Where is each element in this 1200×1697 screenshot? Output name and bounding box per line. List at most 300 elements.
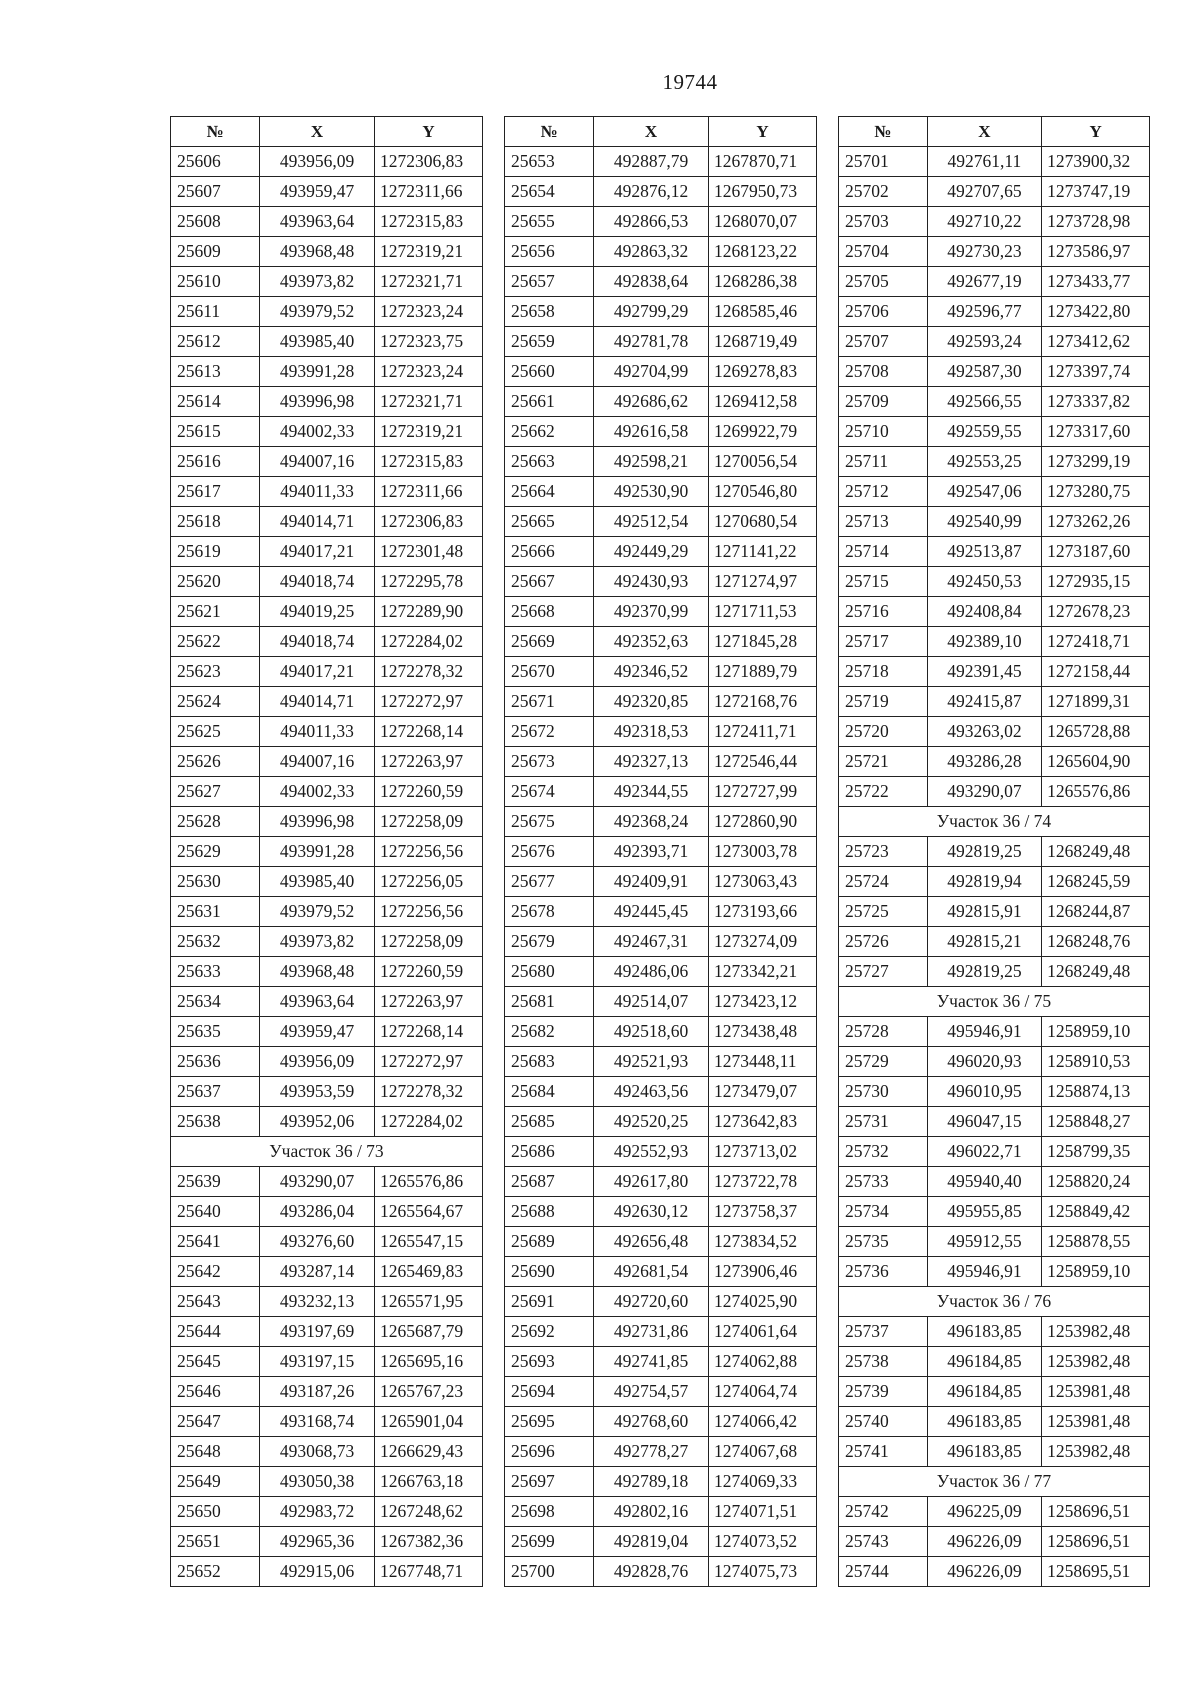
y-coordinate-cell: 1272272,97 [375, 1047, 483, 1077]
y-coordinate-cell: 1272256,56 [375, 897, 483, 927]
x-coordinate-cell: 493956,09 [260, 147, 375, 177]
header-number: № [839, 117, 928, 147]
y-coordinate-cell: 1273758,37 [709, 1197, 817, 1227]
table-row [839, 267, 1150, 297]
x-coordinate-cell: 493973,82 [260, 927, 375, 957]
table-row [171, 657, 483, 687]
point-number-cell: 25656 [505, 237, 594, 267]
x-coordinate-cell: 493232,13 [260, 1287, 375, 1317]
y-coordinate-cell: 1273900,32 [1042, 147, 1150, 177]
x-coordinate-cell: 496226,09 [927, 1527, 1042, 1557]
y-coordinate-cell: 1270680,54 [709, 507, 817, 537]
table-row [505, 1317, 817, 1347]
x-coordinate-cell: 492983,72 [260, 1497, 375, 1527]
point-number-cell: 25654 [505, 177, 594, 207]
y-coordinate-cell: 1265901,04 [375, 1407, 483, 1437]
y-coordinate-cell: 1268070,07 [709, 207, 817, 237]
x-coordinate-cell: 494018,74 [260, 627, 375, 657]
point-number-cell: 25703 [839, 207, 928, 237]
point-number-cell: 25661 [505, 387, 594, 417]
y-coordinate-cell: 1273262,26 [1042, 507, 1150, 537]
y-coordinate-cell: 1272258,09 [375, 927, 483, 957]
y-coordinate-cell: 1253982,48 [1042, 1347, 1150, 1377]
table-row [839, 1437, 1150, 1467]
table-row [171, 237, 483, 267]
y-coordinate-cell: 1273187,60 [1042, 537, 1150, 567]
point-number-cell: 25671 [505, 687, 594, 717]
table-row [171, 837, 483, 867]
x-coordinate-cell: 493973,82 [260, 267, 375, 297]
header-y: Y [709, 117, 817, 147]
y-coordinate-cell: 1272315,83 [375, 447, 483, 477]
point-number-cell: 25698 [505, 1497, 594, 1527]
x-coordinate-cell: 493985,40 [260, 327, 375, 357]
table-row [839, 1497, 1150, 1527]
section-title: Участок 36 / 77 [839, 1467, 1150, 1497]
table-row [171, 927, 483, 957]
header-y: Y [375, 117, 483, 147]
table-row [505, 1077, 817, 1107]
table-row [505, 1467, 817, 1497]
x-coordinate-cell: 495955,85 [927, 1197, 1042, 1227]
point-number-cell: 25700 [505, 1557, 594, 1587]
y-coordinate-cell: 1267870,71 [709, 147, 817, 177]
table-row [171, 1377, 483, 1407]
point-number-cell: 25744 [839, 1557, 928, 1587]
point-number-cell: 25637 [171, 1077, 260, 1107]
x-coordinate-cell: 493287,14 [260, 1257, 375, 1287]
table-row [171, 1557, 483, 1587]
x-coordinate-cell: 493959,47 [260, 177, 375, 207]
x-coordinate-cell: 492730,23 [927, 237, 1042, 267]
table-row [839, 597, 1150, 627]
point-number-cell: 25635 [171, 1017, 260, 1047]
table-row [505, 1497, 817, 1527]
x-coordinate-cell: 495946,91 [927, 1017, 1042, 1047]
y-coordinate-cell: 1272727,99 [709, 777, 817, 807]
y-coordinate-cell: 1272284,02 [375, 1107, 483, 1137]
table-row [505, 717, 817, 747]
y-coordinate-cell: 1273433,77 [1042, 267, 1150, 297]
point-number-cell: 25611 [171, 297, 260, 327]
x-coordinate-cell: 492368,24 [594, 807, 709, 837]
y-coordinate-cell: 1272278,32 [375, 657, 483, 687]
y-coordinate-cell: 1272256,56 [375, 837, 483, 867]
y-coordinate-cell: 1274071,51 [709, 1497, 817, 1527]
table-row [839, 657, 1150, 687]
table-row [505, 1527, 817, 1557]
x-coordinate-cell: 492965,36 [260, 1527, 375, 1557]
table-row [171, 1017, 483, 1047]
x-coordinate-cell: 492318,53 [594, 717, 709, 747]
table-row [171, 897, 483, 927]
point-number-cell: 25710 [839, 417, 928, 447]
table-row [171, 297, 483, 327]
point-number-cell: 25636 [171, 1047, 260, 1077]
y-coordinate-cell: 1272260,59 [375, 777, 483, 807]
point-number-cell: 25667 [505, 567, 594, 597]
table-row [505, 147, 817, 177]
y-coordinate-cell: 1272315,83 [375, 207, 483, 237]
table-row [839, 417, 1150, 447]
y-coordinate-cell: 1271899,31 [1042, 687, 1150, 717]
y-coordinate-cell: 1274064,74 [709, 1377, 817, 1407]
y-coordinate-cell: 1268248,76 [1042, 927, 1150, 957]
table-row [839, 927, 1150, 957]
y-coordinate-cell: 1274069,33 [709, 1467, 817, 1497]
y-coordinate-cell: 1268123,22 [709, 237, 817, 267]
table-row [171, 1497, 483, 1527]
point-number-cell: 25660 [505, 357, 594, 387]
x-coordinate-cell: 492408,84 [927, 597, 1042, 627]
x-coordinate-cell: 496226,09 [927, 1557, 1042, 1587]
x-coordinate-cell: 494014,71 [260, 507, 375, 537]
point-number-cell: 25638 [171, 1107, 260, 1137]
point-number-cell: 25649 [171, 1467, 260, 1497]
point-number-cell: 25693 [505, 1347, 594, 1377]
page-number: 19744 [662, 70, 718, 94]
table-row [505, 1167, 817, 1197]
table-row [839, 777, 1150, 807]
point-number-cell: 25702 [839, 177, 928, 207]
point-number-cell: 25723 [839, 837, 928, 867]
table-row [505, 1437, 817, 1467]
table-row [505, 1017, 817, 1047]
point-number-cell: 25705 [839, 267, 928, 297]
y-coordinate-cell: 1269278,83 [709, 357, 817, 387]
x-coordinate-cell: 492617,80 [594, 1167, 709, 1197]
point-number-cell: 25689 [505, 1227, 594, 1257]
x-coordinate-cell: 492430,93 [594, 567, 709, 597]
y-coordinate-cell: 1272268,14 [375, 717, 483, 747]
table-row [839, 387, 1150, 417]
y-coordinate-cell: 1272158,44 [1042, 657, 1150, 687]
point-number-cell: 25627 [171, 777, 260, 807]
x-coordinate-cell: 493276,60 [260, 1227, 375, 1257]
y-coordinate-cell: 1272411,71 [709, 717, 817, 747]
point-number-cell: 25675 [505, 807, 594, 837]
point-number-cell: 25659 [505, 327, 594, 357]
point-number-cell: 25743 [839, 1527, 928, 1557]
x-coordinate-cell: 492710,22 [927, 207, 1042, 237]
y-coordinate-cell: 1272306,83 [375, 507, 483, 537]
x-coordinate-cell: 492731,86 [594, 1317, 709, 1347]
y-coordinate-cell: 1272678,23 [1042, 597, 1150, 627]
table-row [505, 1377, 817, 1407]
table-row [839, 1227, 1150, 1257]
table-row [505, 537, 817, 567]
table-row [839, 477, 1150, 507]
x-coordinate-cell: 492781,78 [594, 327, 709, 357]
point-number-cell: 25606 [171, 147, 260, 177]
x-coordinate-cell: 492593,24 [927, 327, 1042, 357]
table-row [171, 477, 483, 507]
point-number-cell: 25640 [171, 1197, 260, 1227]
table-row [171, 1197, 483, 1227]
x-coordinate-cell: 492819,25 [927, 837, 1042, 867]
table-row [171, 1047, 483, 1077]
y-coordinate-cell: 1273747,19 [1042, 177, 1150, 207]
x-coordinate-cell: 492681,54 [594, 1257, 709, 1287]
point-number-cell: 25672 [505, 717, 594, 747]
table-row [839, 1317, 1150, 1347]
point-number-cell: 25679 [505, 927, 594, 957]
table-row [839, 867, 1150, 897]
table-row [839, 297, 1150, 327]
table-row [171, 987, 483, 1017]
point-number-cell: 25645 [171, 1347, 260, 1377]
point-number-cell: 25655 [505, 207, 594, 237]
point-number-cell: 25609 [171, 237, 260, 267]
x-coordinate-cell: 492463,56 [594, 1077, 709, 1107]
table-row [171, 387, 483, 417]
section-title: Участок 36 / 75 [839, 987, 1150, 1017]
table-row [171, 1467, 483, 1497]
x-coordinate-cell: 492741,85 [594, 1347, 709, 1377]
table-row [505, 837, 817, 867]
table-row [505, 807, 817, 837]
y-coordinate-cell: 1258959,10 [1042, 1257, 1150, 1287]
table-row [171, 537, 483, 567]
table-row [171, 1407, 483, 1437]
table-row [505, 357, 817, 387]
x-coordinate-cell: 493197,15 [260, 1347, 375, 1377]
y-coordinate-cell: 1272263,97 [375, 747, 483, 777]
point-number-cell: 25737 [839, 1317, 928, 1347]
table-row [505, 1137, 817, 1167]
x-coordinate-cell: 492587,30 [927, 357, 1042, 387]
y-coordinate-cell: 1253981,48 [1042, 1407, 1150, 1437]
table-header-row [505, 117, 817, 147]
point-number-cell: 25719 [839, 687, 928, 717]
point-number-cell: 25729 [839, 1047, 928, 1077]
x-coordinate-cell: 495946,91 [927, 1257, 1042, 1287]
table-row [171, 1347, 483, 1377]
x-coordinate-cell: 492819,04 [594, 1527, 709, 1557]
y-coordinate-cell: 1268719,49 [709, 327, 817, 357]
table-row [171, 807, 483, 837]
y-coordinate-cell: 1265576,86 [1042, 777, 1150, 807]
point-number-cell: 25623 [171, 657, 260, 687]
x-coordinate-cell: 492566,55 [927, 387, 1042, 417]
y-coordinate-cell: 1265576,86 [375, 1167, 483, 1197]
point-number-cell: 25646 [171, 1377, 260, 1407]
table-row [171, 1527, 483, 1557]
y-coordinate-cell: 1267248,62 [375, 1497, 483, 1527]
x-coordinate-cell: 492863,32 [594, 237, 709, 267]
table-row [171, 957, 483, 987]
y-coordinate-cell: 1258849,42 [1042, 1197, 1150, 1227]
table-row [505, 657, 817, 687]
x-coordinate-cell: 492761,11 [927, 147, 1042, 177]
point-number-cell: 25665 [505, 507, 594, 537]
table-row [505, 507, 817, 537]
table-row [171, 147, 483, 177]
x-coordinate-cell: 492768,60 [594, 1407, 709, 1437]
y-coordinate-cell: 1272319,21 [375, 237, 483, 267]
x-coordinate-cell: 494007,16 [260, 747, 375, 777]
y-coordinate-cell: 1258799,35 [1042, 1137, 1150, 1167]
point-number-cell: 25685 [505, 1107, 594, 1137]
y-coordinate-cell: 1273274,09 [709, 927, 817, 957]
point-number-cell: 25616 [171, 447, 260, 477]
table-row [505, 1227, 817, 1257]
table-row [505, 177, 817, 207]
table-row [839, 687, 1150, 717]
table-row [505, 957, 817, 987]
x-coordinate-cell: 492677,19 [927, 267, 1042, 297]
table-row [839, 1347, 1150, 1377]
x-coordinate-cell: 493068,73 [260, 1437, 375, 1467]
section-row [839, 1287, 1150, 1317]
point-number-cell: 25704 [839, 237, 928, 267]
table-row [171, 597, 483, 627]
table-row [839, 1137, 1150, 1167]
y-coordinate-cell: 1272263,97 [375, 987, 483, 1017]
y-coordinate-cell: 1273423,12 [709, 987, 817, 1017]
x-coordinate-cell: 492866,53 [594, 207, 709, 237]
y-coordinate-cell: 1267950,73 [709, 177, 817, 207]
table-row [505, 1557, 817, 1587]
table-header-row [171, 117, 483, 147]
y-coordinate-cell: 1265728,88 [1042, 717, 1150, 747]
point-number-cell: 25617 [171, 477, 260, 507]
point-number-cell: 25727 [839, 957, 928, 987]
x-coordinate-cell: 493979,52 [260, 897, 375, 927]
header-x: X [927, 117, 1042, 147]
x-coordinate-cell: 496184,85 [927, 1377, 1042, 1407]
point-number-cell: 25695 [505, 1407, 594, 1437]
y-coordinate-cell: 1272284,02 [375, 627, 483, 657]
y-coordinate-cell: 1258848,27 [1042, 1107, 1150, 1137]
table-row [171, 1077, 483, 1107]
point-number-cell: 25648 [171, 1437, 260, 1467]
x-coordinate-cell: 492815,91 [927, 897, 1042, 927]
y-coordinate-cell: 1270056,54 [709, 447, 817, 477]
table-row [839, 327, 1150, 357]
y-coordinate-cell: 1274066,42 [709, 1407, 817, 1437]
point-number-cell: 25677 [505, 867, 594, 897]
x-coordinate-cell: 492686,62 [594, 387, 709, 417]
table-row [505, 327, 817, 357]
y-coordinate-cell: 1273586,97 [1042, 237, 1150, 267]
y-coordinate-cell: 1258874,13 [1042, 1077, 1150, 1107]
section-title: Участок 36 / 73 [171, 1137, 483, 1167]
y-coordinate-cell: 1273003,78 [709, 837, 817, 867]
x-coordinate-cell: 492819,94 [927, 867, 1042, 897]
table-row [839, 357, 1150, 387]
x-coordinate-cell: 492393,71 [594, 837, 709, 867]
table-row [505, 627, 817, 657]
y-coordinate-cell: 1273193,66 [709, 897, 817, 927]
x-coordinate-cell: 496020,93 [927, 1047, 1042, 1077]
table-row [171, 1287, 483, 1317]
x-coordinate-cell: 492389,10 [927, 627, 1042, 657]
point-number-cell: 25607 [171, 177, 260, 207]
y-coordinate-cell: 1273834,52 [709, 1227, 817, 1257]
table-row [171, 417, 483, 447]
x-coordinate-cell: 493286,04 [260, 1197, 375, 1227]
point-number-cell: 25639 [171, 1167, 260, 1197]
x-coordinate-cell: 492514,07 [594, 987, 709, 1017]
y-coordinate-cell: 1272272,97 [375, 687, 483, 717]
point-number-cell: 25643 [171, 1287, 260, 1317]
x-coordinate-cell: 492547,06 [927, 477, 1042, 507]
table-row [171, 747, 483, 777]
table-row [839, 177, 1150, 207]
table-row [171, 1107, 483, 1137]
table-row [505, 1407, 817, 1437]
table-row [171, 627, 483, 657]
table-row [171, 1227, 483, 1257]
point-number-cell: 25644 [171, 1317, 260, 1347]
table-row [505, 687, 817, 717]
table-row [171, 777, 483, 807]
point-number-cell: 25721 [839, 747, 928, 777]
section-title: Участок 36 / 74 [839, 807, 1150, 837]
table-row [505, 897, 817, 927]
point-number-cell: 25668 [505, 597, 594, 627]
x-coordinate-cell: 492876,12 [594, 177, 709, 207]
point-number-cell: 25699 [505, 1527, 594, 1557]
y-coordinate-cell: 1271845,28 [709, 627, 817, 657]
y-coordinate-cell: 1272323,24 [375, 357, 483, 387]
y-coordinate-cell: 1272323,75 [375, 327, 483, 357]
x-coordinate-cell: 492778,27 [594, 1437, 709, 1467]
point-number-cell: 25674 [505, 777, 594, 807]
table-row [505, 297, 817, 327]
point-number-cell: 25696 [505, 1437, 594, 1467]
point-number-cell: 25651 [171, 1527, 260, 1557]
y-coordinate-cell: 1273422,80 [1042, 297, 1150, 327]
y-coordinate-cell: 1272258,09 [375, 807, 483, 837]
point-number-cell: 25694 [505, 1377, 594, 1407]
table-row [171, 177, 483, 207]
y-coordinate-cell: 1253982,48 [1042, 1437, 1150, 1467]
point-number-cell: 25662 [505, 417, 594, 447]
point-number-cell: 25690 [505, 1257, 594, 1287]
point-number-cell: 25738 [839, 1347, 928, 1377]
point-number-cell: 25686 [505, 1137, 594, 1167]
table-row [839, 1257, 1150, 1287]
y-coordinate-cell: 1267748,71 [375, 1557, 483, 1587]
y-coordinate-cell: 1268249,48 [1042, 957, 1150, 987]
point-number-cell: 25733 [839, 1167, 928, 1197]
point-number-cell: 25701 [839, 147, 928, 177]
table-row [839, 1047, 1150, 1077]
x-coordinate-cell: 494019,25 [260, 597, 375, 627]
y-coordinate-cell: 1265469,83 [375, 1257, 483, 1287]
point-number-cell: 25624 [171, 687, 260, 717]
coordinate-table-1 [170, 116, 483, 1587]
y-coordinate-cell: 1273713,02 [709, 1137, 817, 1167]
point-number-cell: 25670 [505, 657, 594, 687]
y-coordinate-cell: 1265571,95 [375, 1287, 483, 1317]
x-coordinate-cell: 496183,85 [927, 1407, 1042, 1437]
x-coordinate-cell: 493290,07 [260, 1167, 375, 1197]
table-row [839, 147, 1150, 177]
x-coordinate-cell: 492887,79 [594, 147, 709, 177]
x-coordinate-cell: 494017,21 [260, 657, 375, 687]
x-coordinate-cell: 492409,91 [594, 867, 709, 897]
point-number-cell: 25697 [505, 1467, 594, 1497]
point-number-cell: 25688 [505, 1197, 594, 1227]
table-row [839, 1077, 1150, 1107]
y-coordinate-cell: 1265564,67 [375, 1197, 483, 1227]
x-coordinate-cell: 493963,64 [260, 207, 375, 237]
x-coordinate-cell: 492799,29 [594, 297, 709, 327]
y-coordinate-cell: 1272311,66 [375, 477, 483, 507]
